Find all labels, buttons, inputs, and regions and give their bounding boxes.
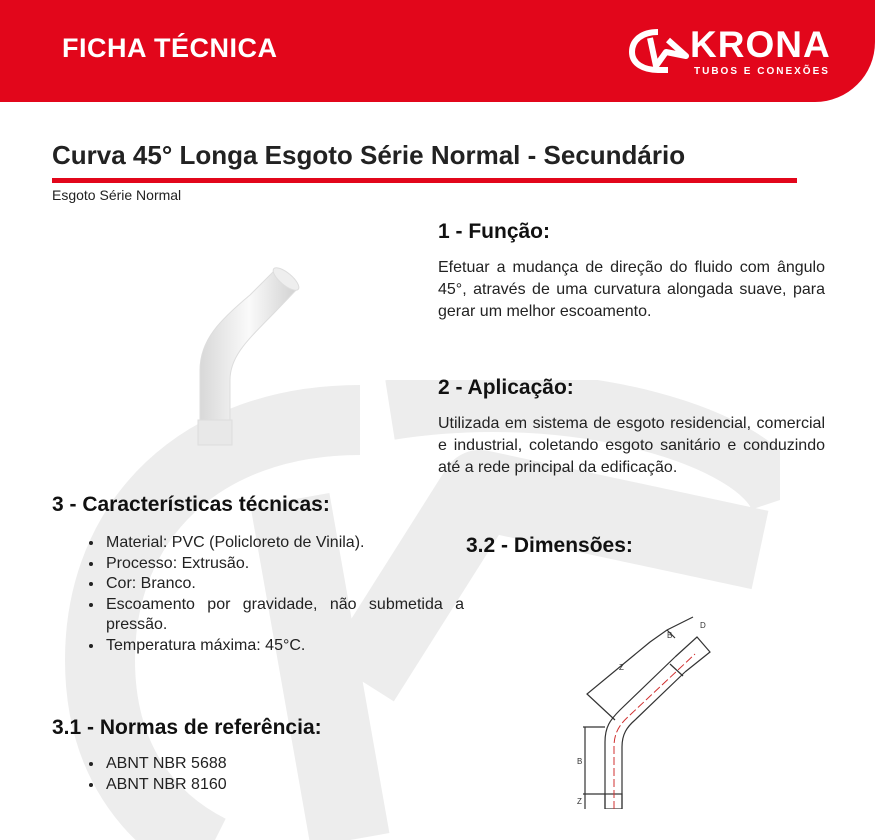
- aplicacao-heading: 2 - Aplicação:: [438, 376, 574, 399]
- dimension-label-z: Z: [577, 797, 582, 806]
- funcao-heading: 1 - Função:: [438, 220, 551, 243]
- logo-text: KRONA: [690, 24, 831, 65]
- dimension-diagram: [575, 612, 720, 809]
- dimensoes-heading: 3.2 - Dimensões:: [466, 534, 633, 557]
- list-item: • Processo: Extrusão.: [104, 554, 464, 575]
- funcao-text: Efetuar a mudança de direção do fluido com ângulo 45°, através de uma curvatura alongada suave, para gerar um melhor escoamento.: [438, 259, 825, 320]
- product-title: Curva 45° Longa Esgoto Série Normal - Secundário: [52, 140, 686, 170]
- product-image: [180, 250, 320, 450]
- dimension-label-b: B: [577, 757, 583, 766]
- dimension-label-b-top: B: [667, 631, 673, 640]
- product-line: Esgoto Série Normal: [52, 187, 182, 203]
- logo-tagline: TUBOS E CONEXÕES: [694, 66, 830, 77]
- dimension-label-d: D: [700, 621, 706, 630]
- normas-list: [52, 754, 227, 795]
- aplicacao-text: Utilizada em sistema de esgoto residencial, comercial e industrial, coletando esgoto sanitário e conduzindo até a rede principal da edificação.: [438, 415, 825, 476]
- list-item: • Cor: Branco.: [104, 574, 464, 595]
- list-item: • ABNT NBR 8160: [104, 775, 227, 796]
- caracteristicas-list: [52, 533, 464, 656]
- list-item: • Material: PVC (Policloreto de Vinila).: [104, 533, 464, 554]
- dimension-label-z-top: Z: [619, 663, 624, 672]
- caracteristicas-heading: 3 - Características técnicas:: [52, 493, 330, 516]
- normas-heading: 3.1 - Normas de referência:: [52, 716, 322, 739]
- title-divider: [52, 178, 797, 183]
- list-item: • ABNT NBR 5688: [104, 754, 227, 775]
- list-item: • Escoamento por gravidade, não submetida a pressão.: [104, 595, 464, 636]
- document-type-title: FICHA TÉCNICA: [62, 33, 278, 63]
- list-item: • Temperatura máxima: 45°C.: [104, 636, 464, 657]
